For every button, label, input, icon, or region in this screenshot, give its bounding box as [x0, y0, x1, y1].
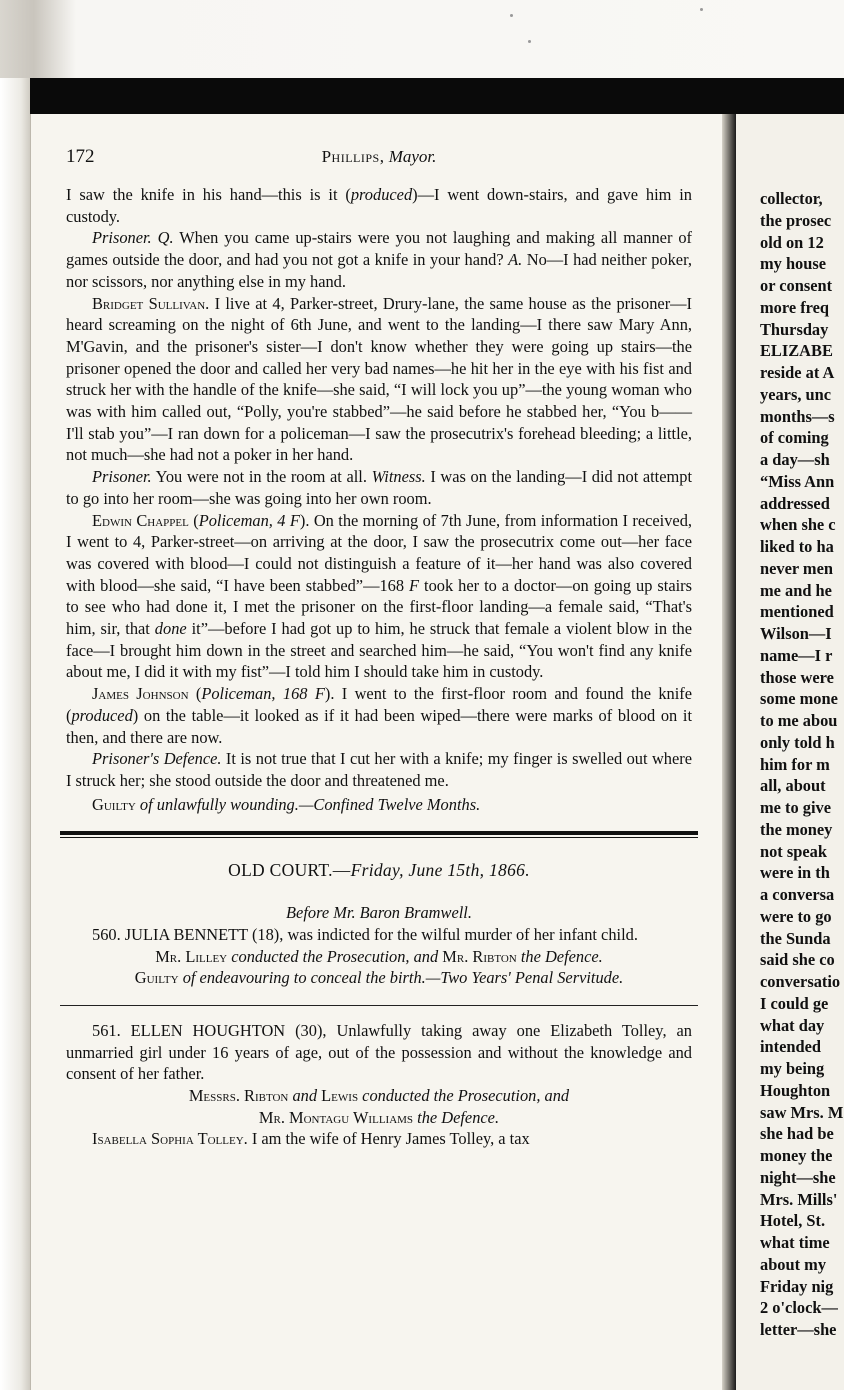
facing-page-line: never men	[760, 558, 833, 578]
facing-page-line: Hotel, St.	[760, 1211, 826, 1231]
facing-page-line: when she c	[760, 515, 836, 535]
facing-page-line: those were	[760, 667, 834, 687]
section-rule-thin	[60, 837, 698, 838]
counsel-line: Mr. Montagu Williams the Defence.	[258, 1107, 500, 1127]
facing-page-line: intended	[760, 1037, 822, 1057]
book-gutter	[722, 114, 736, 1390]
witness-name: Edwin Chappel	[92, 510, 189, 530]
facing-page-line: me and he	[760, 580, 832, 600]
running-head	[66, 146, 692, 168]
case-number: 561.	[92, 1020, 121, 1040]
facing-page-line: not speak	[760, 841, 827, 861]
witness-name: Bridget Sullivan.	[92, 293, 210, 313]
scan-speck	[510, 14, 513, 17]
facing-page-line: money the	[760, 1146, 833, 1165]
page-text-column	[66, 146, 692, 1150]
facing-page-line: Mrs. Mills'	[760, 1189, 838, 1209]
facing-page-line: I could ge	[760, 993, 829, 1013]
scan-speck	[528, 40, 531, 43]
facing-page-line: what day	[760, 1015, 825, 1035]
counsel-line: Messrs. Ribton and Lewis conducted the Prosecution, and	[188, 1086, 570, 1106]
facing-page-text-fragments	[760, 188, 844, 1341]
witness-name: Isabella Sophia Tolley.	[92, 1129, 248, 1149]
paragraph: I saw the knife in his hand—this is it (produced)—I went down-stairs, and gave him in custody.	[66, 185, 692, 226]
verdict: Guilty of unlawfully wounding.—Confined Twelve Months.	[92, 794, 481, 814]
facing-page-line: ELIZABE	[760, 341, 833, 361]
page-header	[66, 146, 692, 172]
facing-page-line: more freq	[760, 297, 830, 317]
paragraph: Bridget Sullivan. I live at 4, Parker-street, Drury-lane, the same house as the prisoner—I heard screaming on the night of 6th June, and went to the landing—I there saw Mary Ann, M'Gavin, and the prisoner's sister—I don't know whether they were going up stairs—the prisoner opened the door and called her very bad names—he hit her in the eye with his fist and struck her with the handle of the knife—she said, “I will lock you up”—the young woman who was with him called out, “Polly, you're stabbed”—he said before he stabbed her, “You b—— I'll stab you”—I ran down for a policeman—I saw the prosecutrix's forehead bleeding; a little, not much—she had not a poker in her hand.	[66, 293, 692, 465]
section-rule	[60, 1005, 698, 1006]
facing-page-line: what time	[760, 1233, 830, 1252]
facing-page-line: conversatio	[760, 972, 841, 991]
facing-page-line: all, about	[760, 776, 826, 796]
facing-page-line: the money	[760, 819, 833, 839]
facing-page-line: night—she	[760, 1167, 836, 1187]
facing-page-line: a day—sh	[760, 450, 830, 469]
facing-page-line: only told h	[760, 732, 835, 752]
section-rule-thick	[60, 831, 698, 835]
facing-page-line: the prosec	[760, 210, 832, 230]
facing-page-line: reside at A	[760, 363, 835, 382]
facing-page-line: were to go	[760, 906, 832, 926]
facing-page-line: him for m	[760, 754, 830, 774]
paragraph: Prisoner. You were not in the room at all. Witness. I was on the landing—I did not attempt to go into her room—she was going into her own room.	[66, 467, 693, 508]
facing-page-line: months—s	[760, 406, 835, 426]
facing-page-line: my being	[760, 1059, 825, 1078]
facing-page-line: liked to ha	[760, 537, 834, 556]
facing-page-line: of coming	[760, 428, 829, 448]
facing-page-line: some mone	[760, 689, 838, 709]
facing-page-line: or consent	[760, 276, 833, 295]
before-judge: Before Mr. Baron Bramwell.	[286, 903, 472, 923]
facing-page-line: Wilson—I	[760, 624, 832, 643]
case-number: 560.	[92, 924, 121, 944]
court-heading: OLD COURT.—Friday, June 15th, 1866.	[228, 860, 530, 881]
verdict: Guilty of endeavouring to conceal the birth.—Two Years' Penal Servitude.	[134, 968, 624, 988]
facing-page-line: about my	[760, 1254, 827, 1274]
facing-page-line: Friday nig	[760, 1276, 834, 1296]
scan-speck	[700, 8, 703, 11]
facing-page-line: my house	[760, 254, 827, 274]
facing-page-line: said she co	[760, 950, 835, 970]
facing-page-line: she had be	[760, 1124, 834, 1144]
facing-page-line: old on 12	[760, 232, 824, 252]
scan-top-margin	[0, 0, 844, 78]
facing-page-line: were in th	[760, 863, 830, 883]
case-entry: 560. JULIA BENNETT (18), was indicted for the wilful murder of her infant child.	[92, 924, 638, 944]
paragraph: Prisoner's Defence. It is not true that I cut her with a knife; my finger is swelled out where I struck her; she stood outside the door and threatened me.	[66, 749, 693, 790]
running-head-title: Mayor.	[388, 147, 437, 166]
paragraph: Isabella Sophia Tolley. I am the wife of Henry James Tolley, a tax	[92, 1129, 530, 1149]
witness-name: James Johnson	[92, 684, 189, 704]
facing-page-line: years, unc	[760, 384, 832, 404]
counsel-line: Mr. Lilley conducted the Prosecution, and Mr. Ribton the Defence.	[155, 946, 603, 966]
page-number: 172	[66, 146, 95, 167]
facing-page-line: mentioned	[760, 602, 834, 622]
scan-left-edge	[0, 78, 30, 1390]
running-head-name: Phillips,	[321, 147, 385, 166]
facing-page-line: letter—she	[760, 1320, 837, 1339]
facing-page-line: Houghton	[760, 1080, 831, 1100]
facing-page-line: name—I r	[760, 645, 833, 665]
paragraph: James Johnson (Policeman, 168 F). I went to the first-floor room and found the knife (produced) on the table—it looked as if it had been wiped—there were marks of blood on it then, and there are now.	[66, 684, 692, 747]
facing-page-line: to me abou	[760, 711, 838, 730]
scan-black-band	[30, 78, 844, 114]
facing-page-line: saw Mrs. M	[760, 1102, 844, 1122]
facing-page-line: Thursday	[760, 319, 829, 339]
paragraph: Prisoner. Q. When you came up-stairs were you not laughing and making all manner of games outside the door, and had you not got a knife in your hand? A. No—I had neither poker, nor scissors, nor anything else in my hand.	[66, 228, 692, 291]
facing-page-line: collector,	[760, 189, 823, 208]
facing-page-line: addressed	[760, 493, 830, 513]
case-entry: 561. ELLEN HOUGHTON (30), Unlawfully taking away one Elizabeth Tolley, an unmarried girl under 16 years of age, out of the possession and without the knowledge and consent of her father.	[66, 1020, 692, 1084]
facing-page-line: a conversa	[760, 885, 835, 904]
facing-page-line: the Sunda	[760, 928, 831, 948]
paragraph: Edwin Chappel (Policeman, 4 F). On the morning of 7th June, from information I received, I went to 4, Parker-street—on arriving at the door, I saw the prosecutrix come out—her face was covered with blood—I could not distinguish a feature of it—her hand was also covered with blood—she said, “I have been stabbed”—168 F took her to a doctor—on going up stairs to see who had done it, I met the prisoner on the first-floor landing—a female said, “That's him, sir, that done it”—before I had got up to him, he struck that female a violent blow in the face—I brought him down in the street and searched him—he said, “You won't find any knife about me, I did it with my fist”—I told him I should take him in custody.	[66, 510, 692, 682]
facing-page-line: “Miss Ann	[760, 471, 835, 491]
facing-page-line: me to give	[760, 798, 831, 817]
facing-page-line: 2 o'clock—	[760, 1298, 838, 1318]
